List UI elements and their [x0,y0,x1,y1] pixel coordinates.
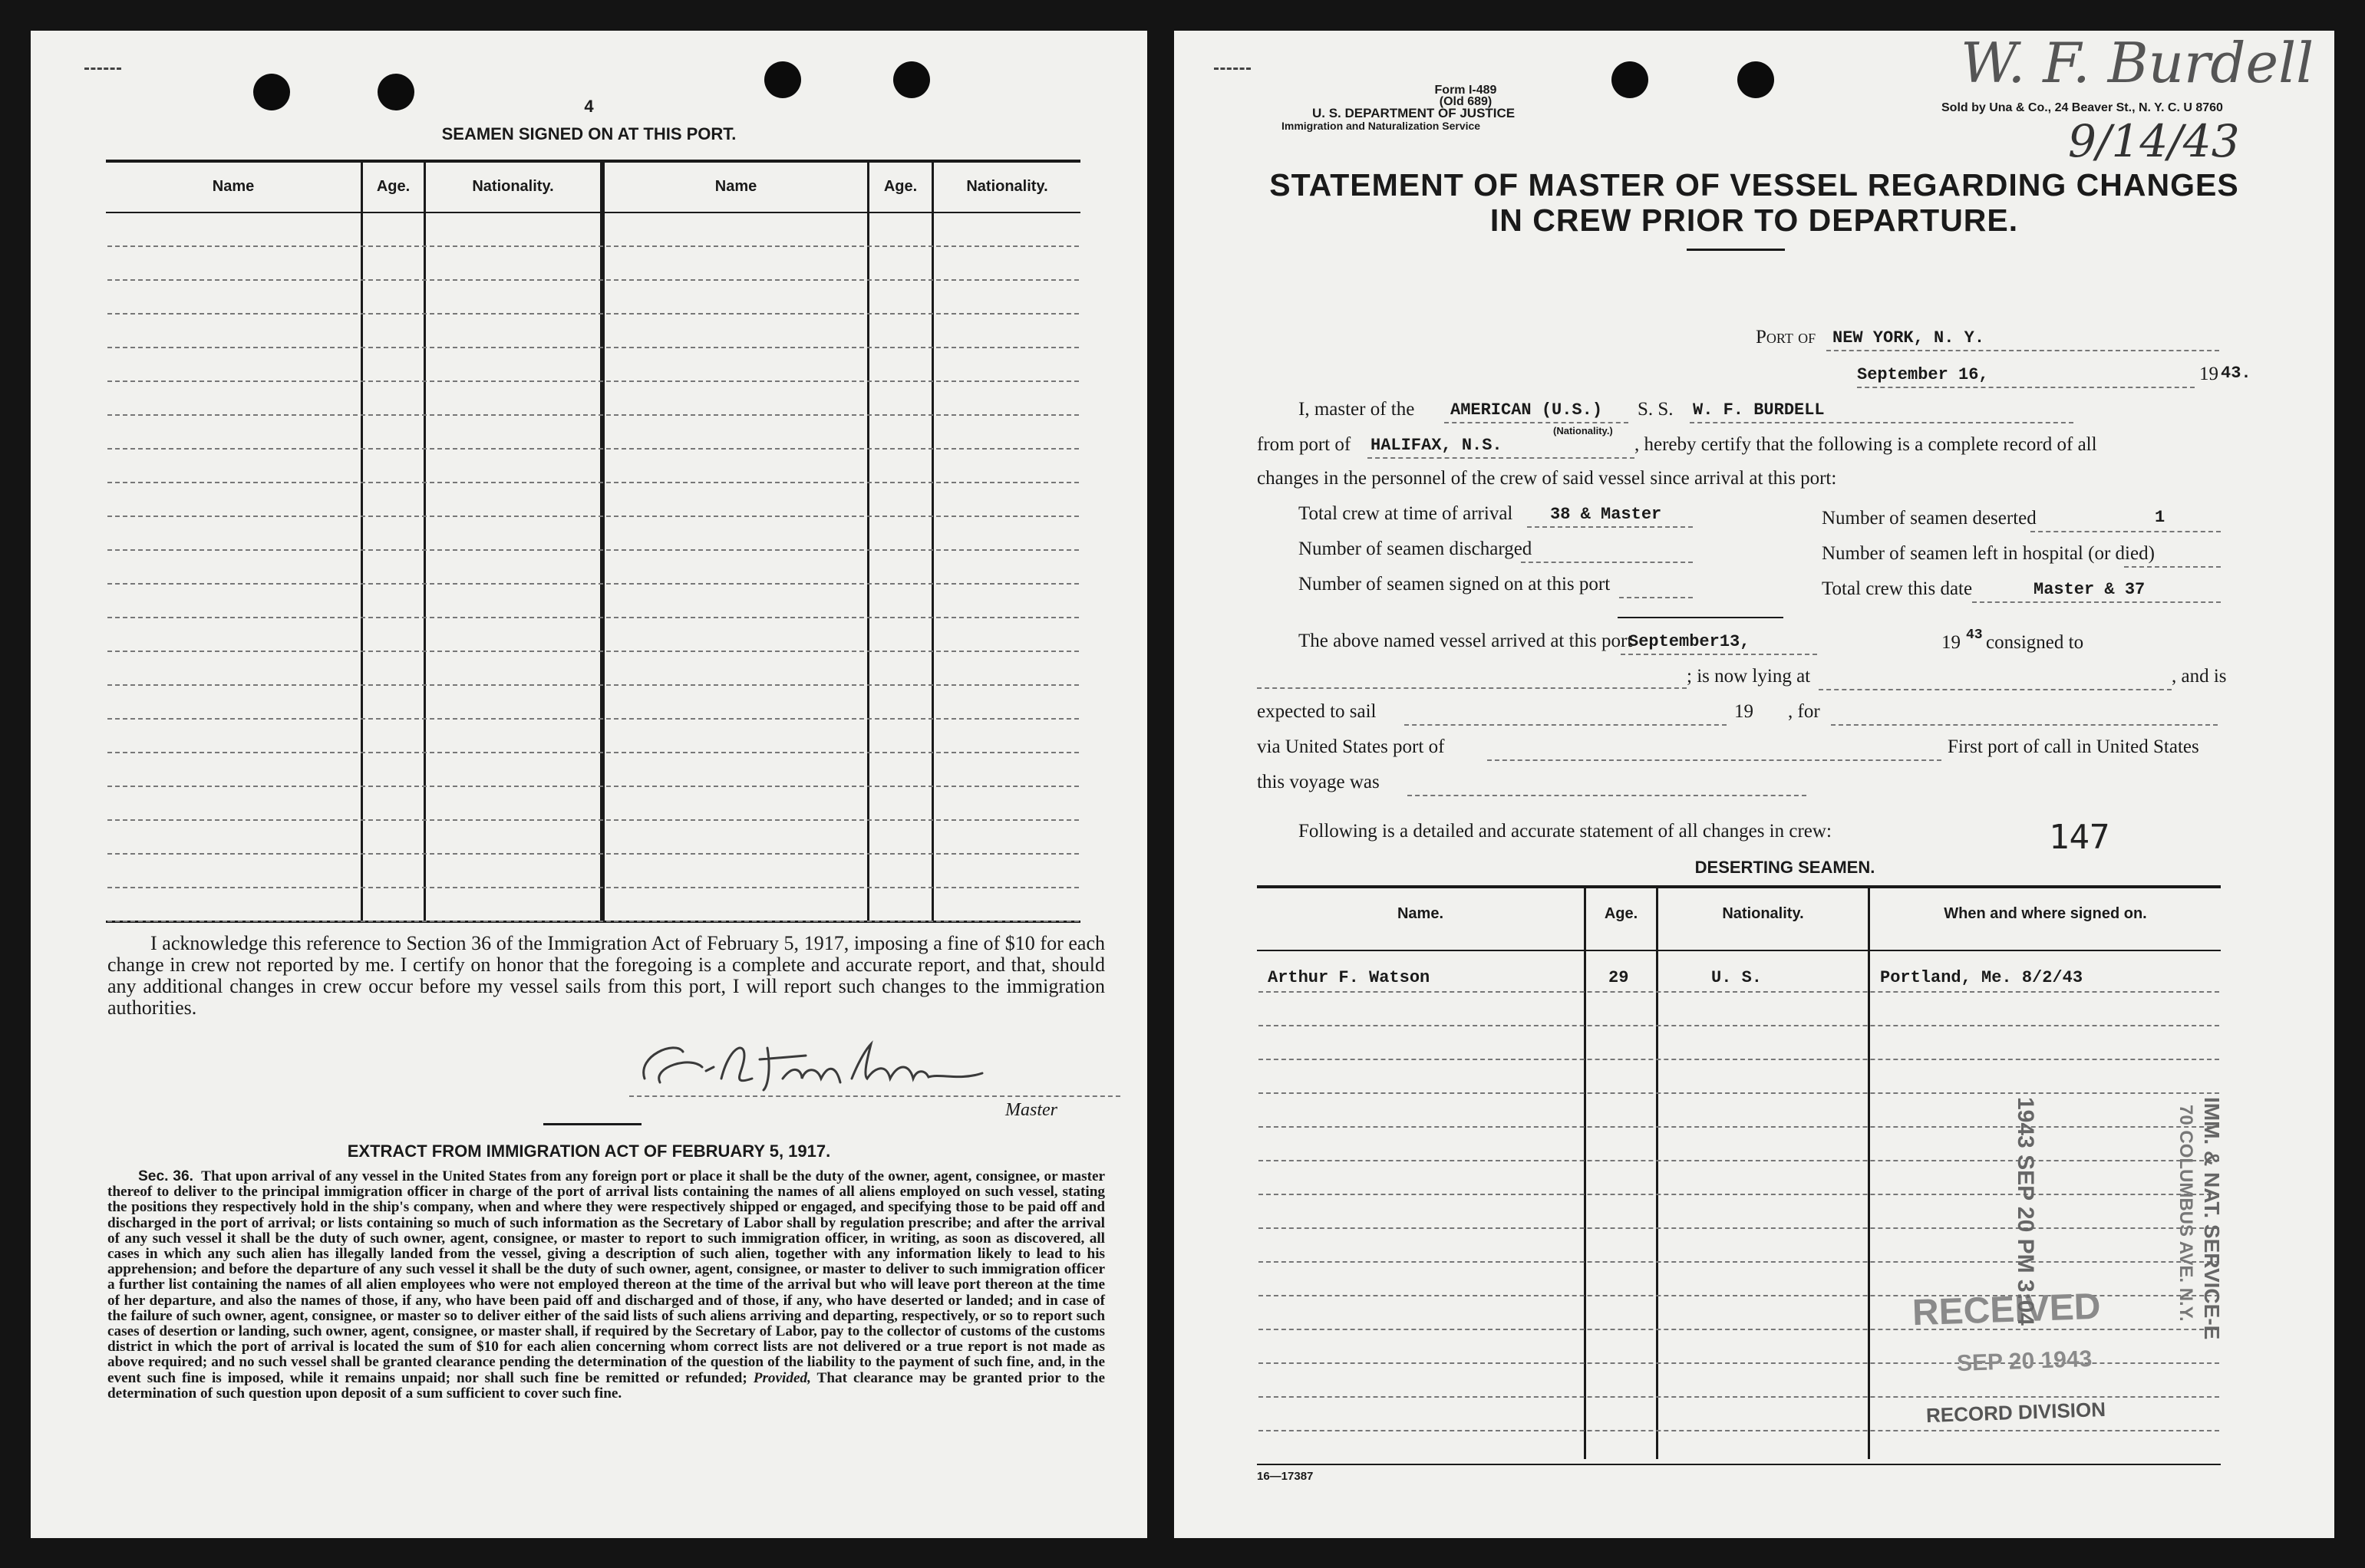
from-port-label: from port of [1257,434,1351,455]
table-row-rule [107,651,1079,652]
discharged-line [1521,562,1693,563]
received-stamp-date: SEP 20 1943 [1956,1346,2093,1377]
date-value: September 16, [1857,365,1989,384]
port-of-value: NEW YORK, N. Y. [1832,328,1985,348]
title-line-2: IN CREW PRIOR TO DEPARTURE. [1489,203,2019,238]
left-page [31,31,1147,1538]
column-header-nationality: Nationality. [472,178,554,195]
table-row-rule [107,718,1079,720]
column-header-age: Age. [883,178,918,195]
nationality-line [1444,422,1628,423]
certify-text: , hereby certify that the following is a complete record of all [1634,434,2097,455]
nationality-caption: (Nationality.) [1553,425,1613,436]
voyage-label: this voyage was [1257,772,1380,792]
short-rule [1687,249,1785,251]
column-divider [1868,888,1870,1459]
for-line [1831,724,2218,726]
table-row-rule [107,482,1079,483]
expected-line [1404,724,1727,726]
received-stamp: RECEIVED [1911,1286,2102,1334]
arrived-year-prefix: 19 [1941,632,1961,653]
column-header-age: Age. [376,178,411,195]
total-crew-date-value: Master & 37 [2034,580,2146,599]
form-number: Form I-489 [1434,84,1497,97]
hospital-label: Number of seamen left in hospital (or died) [1822,543,2155,564]
column-divider [1584,888,1586,1459]
via-label: via United States port of [1257,736,1445,757]
nationality-value: AMERICAN (U.S.) [1450,400,1603,420]
handwritten-number: 147 [2049,818,2110,857]
consignee-line [1257,687,1687,689]
table-row-rule [1258,1430,2219,1431]
year-value: 43. [2221,364,2251,383]
port-of-line [1826,350,2219,351]
table-row-rule [1258,1126,2219,1128]
hospital-line [2124,566,2221,568]
date-line [1857,387,2195,388]
table-row-rule [1258,1025,2219,1026]
arrived-label: The above named vessel arrived at this port [1298,631,1633,651]
table-row-rule [1258,1092,2219,1094]
for-label: , for [1788,701,1820,722]
expected-label: expected to sail [1257,701,1377,722]
table-row-rule [107,516,1079,517]
column-divider [932,163,934,921]
and-is-label: , and is [2172,666,2227,687]
table-row-rule [107,347,1079,348]
section-title: SEAMEN SIGNED ON AT THIS PORT. [441,124,737,143]
table-row-rule [1258,1261,2219,1263]
column-divider [1656,888,1658,1459]
column-divider [361,163,363,921]
table-row-rule [107,448,1079,450]
from-port-value: HALIFAX, N.S. [1371,436,1502,455]
deserter-signed-on: Portland, Me. 8/2/43 [1880,968,2083,987]
table-row-rule [107,819,1079,821]
changes-text: changes in the personnel of the crew of said vessel since arrival at this port: [1257,468,1837,489]
table-header-rule [106,212,1080,213]
service-address-stamp: 70 COLUMBUS AVE. N.Y. [2175,1105,2196,1322]
deserting-title: DESERTING SEAMEN. [1694,858,1875,877]
department-block [1281,107,1515,132]
ss-line [1690,422,2073,423]
year-prefix: 19 [2199,364,2218,384]
table-row-rule [1258,991,2219,993]
short-rule [543,1123,642,1125]
total-crew-date-label: Total crew this date [1822,578,1973,599]
deserting-table-header-rule [1257,950,2221,951]
column-header-name: Name [714,178,757,195]
punch-hole [893,61,930,98]
table-row-rule [107,887,1079,888]
via-line [1487,759,1941,761]
service-stamp: IMM. & NAT. SERVICE-E [2200,1097,2224,1340]
column-header-age: Age. [1604,905,1638,922]
extract-title: EXTRACT FROM IMMIGRATION ACT OF FEBRUARY 5, 1917. [347,1141,831,1161]
table-row-rule [107,279,1079,281]
total-crew-arrival-label: Total crew at time of arrival [1298,503,1513,524]
punch-hole [764,61,801,98]
voyage-line [1407,795,1806,796]
footer-code: 16—17387 [1257,1470,1314,1483]
table-row-rule [107,583,1079,585]
total-crew-arrival-line [1527,526,1693,528]
table-row-rule [107,380,1079,382]
column-header-name: Name. [1397,905,1444,922]
short-rule [1618,617,1783,618]
form-title [1174,167,2334,238]
sail-year: 19 [1734,701,1753,722]
punch-mark [1214,68,1251,73]
deserted-line [2030,531,2221,532]
total-crew-date-line [1972,601,2221,603]
table-row-rule [107,921,1079,922]
table-row-rule [1258,1329,2219,1330]
deserter-age: 29 [1608,968,1629,987]
lying-label: ; is now lying at [1687,666,1811,687]
column-header-signed-on: When and where signed on. [1944,905,2147,922]
punch-hole [1737,61,1774,98]
seller-imprint: Sold by Una & Co., 24 Beaver St., N. Y. C. U 8760 [1941,101,2223,114]
column-divider [867,163,869,921]
arrived-value: September13, [1628,632,1750,651]
column-header-nationality: Nationality. [966,178,1048,195]
handwritten-vessel-name: W. F. Burdell [1961,31,2314,95]
arrived-line [1621,654,1817,655]
punch-mark [84,68,121,73]
table-row-rule [107,752,1079,753]
deserted-label: Number of seamen deserted [1822,508,2037,529]
deserting-table-top-rule [1257,885,2221,888]
service: Immigration and Naturalization Service [1281,120,1481,132]
deserted-value: 1 [2155,508,2165,527]
consigned-label: consigned to [1986,632,2084,653]
table-row-rule [1258,1194,2219,1195]
form-number-block [1381,84,1550,107]
department: U. S. DEPARTMENT OF JUSTICE [1312,106,1516,120]
first-port-label: First port of call in United States [1948,736,2199,757]
arrived-year: 43 [1966,628,1983,643]
table-row-rule [107,853,1079,855]
table-row-rule [107,617,1079,618]
extract-body: Sec. 36. That upon arrival of any vessel in the United States from any foreign port or place it shall be the duty of the owner, agent, consignee, or master thereof to deliver to the principal immigration officer in charge of the port of arrival lists containing the names of all aliens employed on such vessel, stating the positions they respectively hold in the ship's company, when and where they were respectively shipped or engaged, and specifying those to be paid off and discharged in the port of arrival; or lists containing so much of such information as the Secretary of Labor shall by regulation prescribe; and after the arrival of any such vessel it shall be the duty of such owner, agent, consignee, or master to report to such immigration officer, in writing, as soon as discovered, all cases in which any such alien has illegally landed from the vessel, giving a description of such alien, together with any information likely to lead to his apprehension; and before the departure of any such vessel it shall be the duty of such owner, agent, consignee, or master to deliver to such immigration officer a further list containing the names of all alien employees who were not employed thereon at the time of the arrival but who will leave port thereon at the time of her departure, and also the names of those, if any, who have been paid off and discharged and of those, if any, who have deserted or landed; and in case of the failure of such owner, agent, consignee, or master so to deliver either of the said lists of such aliens arriving and departing, respectively, or so to report such cases of desertion or landing, such owner, agent, consignee, or master shall, if required by the Secretary of Labor, pay to the collector of customs of the customs district in which the port of arrival is located the sum of $10 for each alien concerning whom correct lists are not delivered or a true report is not made as above required; and no such vessel shall be granted clearance pending the determination of the question of the liability to the payment of such fine, and, in the event such fine is imposed, while it remains unpaid; nor shall such fine be remitted or refunded; Provided, That clearance may be granted prior to the determination of such question upon deposit of a sum sufficient to cover such fine. [107,1168,1105,1402]
master-of-label: I, master of the [1298,399,1415,420]
lying-line [1819,689,2172,690]
acknowledgement-text: I acknowledge this reference to Section 36 of the Immigration Act of February 5, 1917, imposing a fine of $10 for each change in crew not reported by me. I certify on honor that the foregoing is a complete and accurate report, and that, should any additional changes in crew occur before my vessel sails from this port, I will report such changes to the immigration authorities. [107,932,1105,1019]
table-row-rule [1258,1227,2219,1229]
time-stamp: 1943 SEP 20 PM 3:04 [2013,1097,2038,1326]
signed-on-label: Number of seamen signed on at this port [1298,574,1611,595]
discharged-label: Number of seamen discharged [1298,539,1532,559]
from-port-line [1367,457,1634,459]
right-page [1174,31,2334,1538]
table-row-rule [107,245,1079,247]
handwritten-date: 9/14/43 [2068,115,2240,167]
total-crew-arrival-value: 38 & Master [1550,505,1662,524]
master-label: Master [1005,1100,1057,1120]
column-header-nationality: Nationality. [1722,905,1804,922]
column-divider [424,163,426,921]
column-header-name: Name [212,178,255,195]
signed-on-line [1619,597,1693,598]
deserter-name: Arthur F. Watson [1268,968,1430,987]
signature-line [629,1095,1120,1097]
table-row-rule [107,549,1079,551]
column-divider-center [600,163,605,921]
deserter-nationality: U. S. [1711,968,1763,987]
ss-label: S. S. [1638,399,1674,420]
table-row-rule [107,313,1079,315]
footer-rule [1257,1464,2221,1465]
ss-value: W. F. BURDELL [1693,400,1825,420]
table-row-rule [1258,1059,2219,1060]
record-division-stamp: RECORD DIVISION [1925,1397,2106,1428]
following-label: Following is a detailed and accurate statement of all changes in crew: [1298,821,1832,842]
title-line-1: STATEMENT OF MASTER OF VESSEL REGARDING CHANGES [1269,167,2239,203]
table-row-rule [107,684,1079,686]
form-old-number: (Old 689) [1439,95,1493,108]
table-row-rule [1258,1396,2219,1398]
port-of-label: Port of [1756,327,1816,348]
table-row-rule [1258,1160,2219,1161]
table-row-rule [107,414,1079,416]
page-number: 4 [584,97,594,116]
punch-hole [1611,61,1648,98]
table-top-rule [106,160,1080,163]
table-row-rule [107,786,1079,787]
